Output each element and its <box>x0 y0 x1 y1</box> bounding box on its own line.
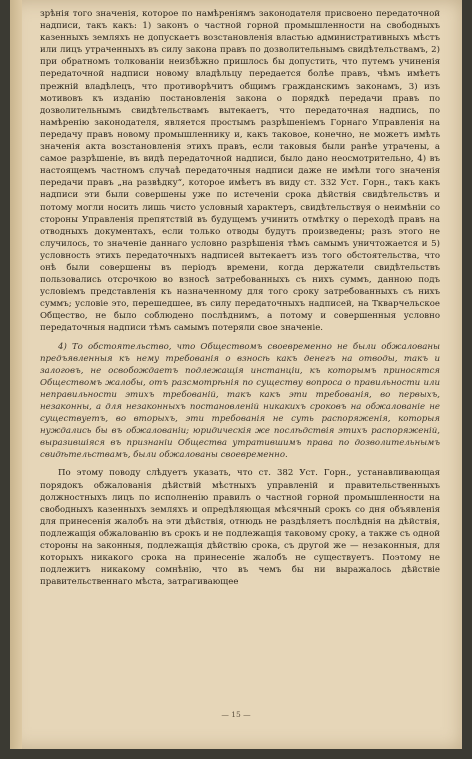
page-number: — 15 — <box>221 710 251 719</box>
document-page <box>10 0 462 749</box>
margin-show-through-notes <box>12 40 26 49</box>
body-text <box>40 8 440 588</box>
paragraph-2: 4) То обстоятельство, что Обществомъ своевременно не были обжалованы предъявленныя къ нему требованія о взносѣ какъ денегъ на отводы, такъ и залоговъ, не освобождаетъ подлежащія инстанціи, къ которымъ приносятся Обществомъ жалобы, отъ разсмотрѣнія по существу вопроса о правильности или неправильности этихъ требованій, такъ какъ эти требованія, во первыхъ, незаконны, а для незаконныхъ постановленій никакихъ сроковъ на обжалованіе не существуетъ, во вторыхъ, эти требованія не суть распоряженія, которыя нуждались бы въ обжалованіи; юридическія же послѣдствія этихъ распоряженій, выразившіяся въ признаніи Общества утратившимъ права по дозволительнымъ свидѣтельствамъ, были обжалованы своевременно. <box>40 341 440 461</box>
paragraph-1: зрѣнія того значенія, которое по намѣреніямъ законодателя присвоено передаточной надписи, такъ какъ: 1) законъ о частной горной промышленности на свободныхъ казенныхъ земляхъ не допускаетъ возстановленія властью административныхъ мѣстъ или лицъ утраченныхъ въ силу закона правъ по дозволительнымъ свидѣтельствамъ, 2) при обратномъ толкованіи неизбѣжно пришлось бы допустить, что путемъ учиненія передаточной надписи новому владѣльцу передается болѣе правъ, чѣмъ имѣетъ прежній владѣлецъ, что противорѣчитъ общимъ гражданскимъ законамъ, 3) изъ мотивовъ къ изданію постановленія закона о порядкѣ передачи правъ по дозволительнымъ свидѣтельствамъ вытекаетъ, что передаточная надпись, по намѣренію законодателя, является простымъ разрѣшеніемъ Горнаго Управленія на передачу правъ новому промышленнику и, какъ таковое, конечно, не можетъ имѣть значенія акта возстановленія этихъ правъ, если таковыя были ранѣе утрачены, а самое разрѣшеніе, въ видѣ передаточной надписи, было дано неосмотрительно, 4) въ настоящемъ частномъ случаѣ передаточныя надписи даже не имѣли того значенія передачи правъ „на развѣдку“, которое имѣетъ въ виду ст. 332 Уст. Горн., такъ какъ надписи эти были совершены уже по истеченіи срока дѣйствія свидѣтельствъ и потому могли носить лишь чисто условный характеръ, свидѣтельствуя о неимѣніи со стороны Управленія препятствій въ будущемъ учинить отмѣтку о переходѣ правъ на отводныхъ документахъ, если только отводы будутъ произведены; разъ этого не случилось, то значеніе даннаго условно разрѣшенія тѣмъ самымъ уничтожается и 5) условность этихъ передаточныхъ надписей вытекаетъ изъ того обстоятельства, что онѣ были совершены въ періодъ времени, когда держатели свидѣтельствъ пользовались отсрочкою во взносѣ затребованныхъ съ нихъ суммъ, данною подъ условіемъ представленія къ назначенному для того сроку затребованныхъ съ нихъ суммъ; условіе это, перешедшее, въ силу передаточныхъ надписей, на Ткварчельское Общество, не было соблюдено послѣднимъ, а потому и совершенныя условно передаточныя надписи тѣмъ самымъ потеряли свое значеніе. <box>40 9 440 334</box>
page-binding-edge <box>10 0 22 749</box>
paragraph-3: По этому поводу слѣдуетъ указать, что ст. 382 Уст. Горн., устанавливающая порядокъ обжалованія дѣйствій мѣстныхъ управленій и правительственныхъ должностныхъ лицъ по исполненію правилъ о частной горной промышленности на свободныхъ казенныхъ земляхъ и опредѣляющая мѣсячный срокъ со дня объявленія для принесенія жалобъ на эти дѣйствія, отнюдь не раздѣляетъ послѣднія на дѣйствія, подлежащія обжалованію въ срокъ и не подлежащія таковому сроку, а также съ одной стороны на законныя, подлежащія дѣйствію срока, съ другой же — незаконныя, для которыхъ никакого срока на принесеніе жалобъ не существуетъ. Поэтому не подлежитъ никакому сомнѣнію, что въ чемъ бы ни выражалось дѣйствіе правительственнаго мѣста, затрагивающее <box>40 468 440 588</box>
